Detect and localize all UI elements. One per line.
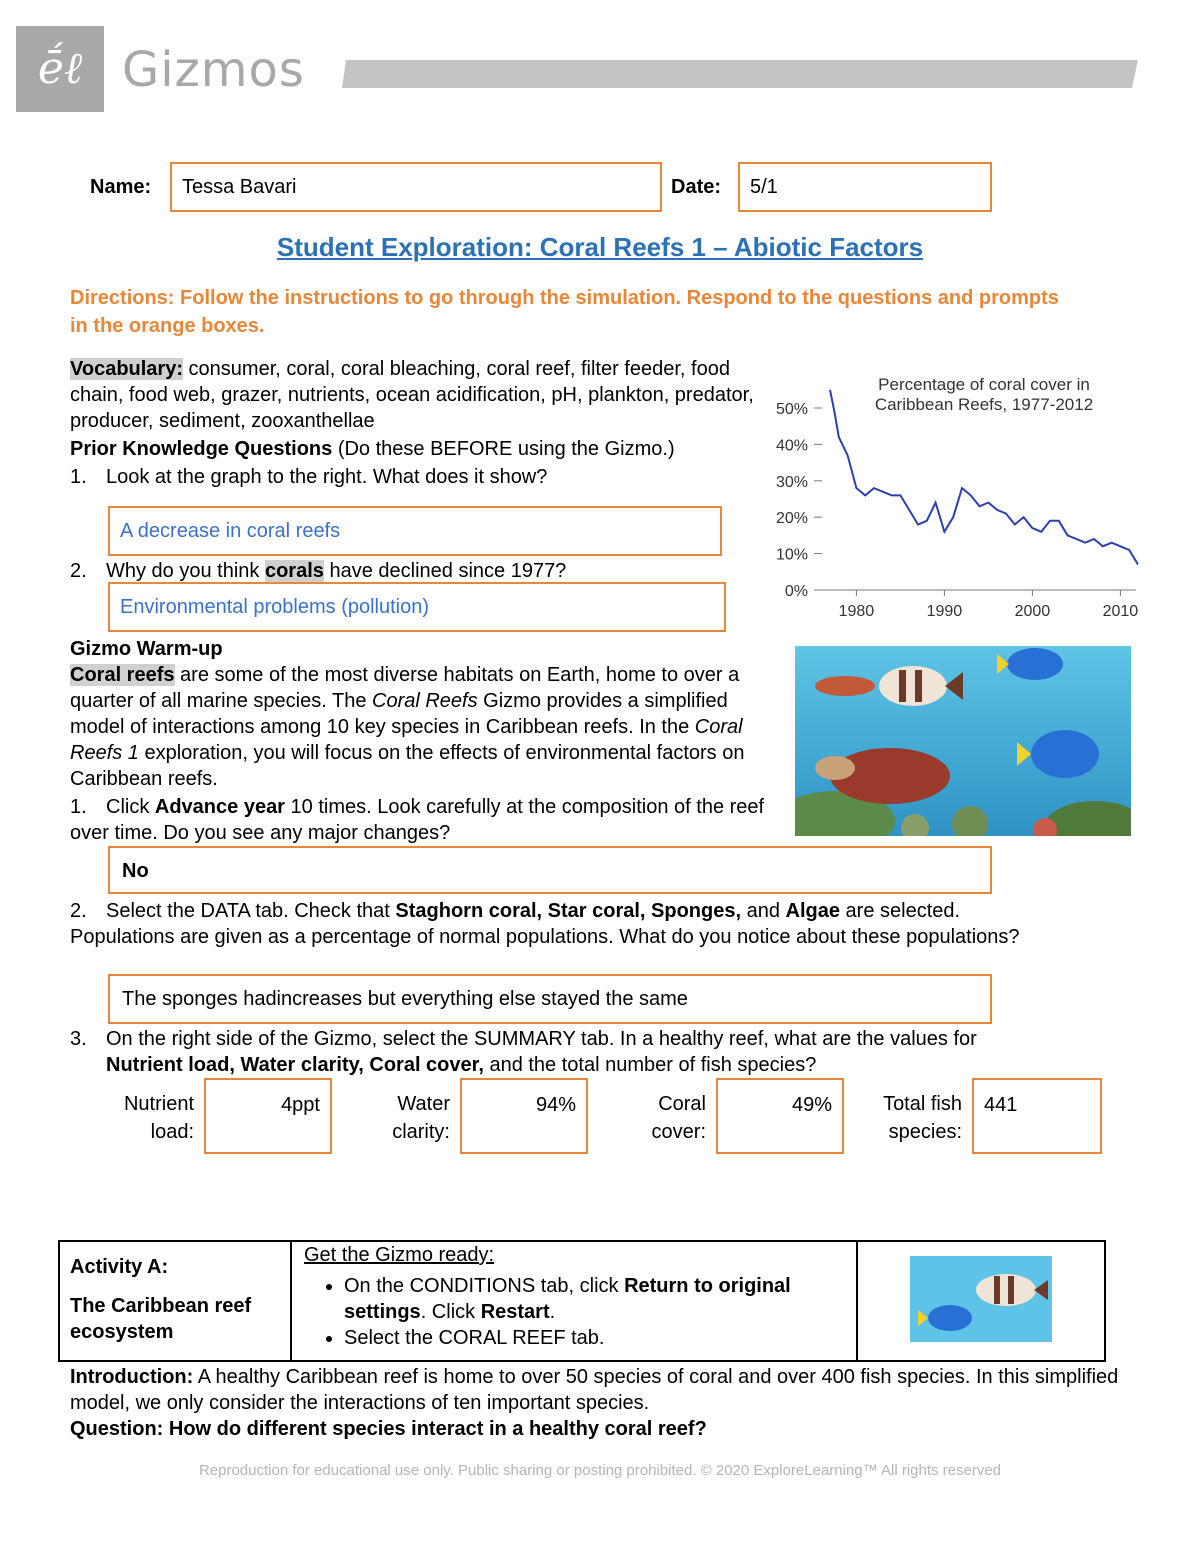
name-value: Tessa Bavari	[182, 176, 297, 198]
warmup-q3-c: and the total number of fish species?	[483, 1054, 817, 1076]
vocabulary-label: Vocabulary:	[70, 358, 183, 380]
water-clarity-field[interactable]	[460, 1078, 588, 1154]
chart-title-line-2: Caribbean Reefs, 1977-2012	[874, 395, 1094, 414]
warmup-paragraph	[70, 662, 782, 792]
activity-title-cell	[59, 1241, 291, 1361]
logo-glyph: ḗℓ	[37, 43, 83, 94]
warmup-answer-1-box[interactable]	[108, 846, 992, 894]
coral-label-1: Coral	[658, 1093, 706, 1115]
intro-question: Question: How do different species interact in a healthy coral reef?	[70, 1418, 707, 1440]
warmup-q2-a: Select the DATA tab. Check that	[106, 900, 396, 922]
warmup-heading-text: Gizmo Warm-up	[70, 638, 223, 660]
chart-y-tick-label: 0%	[784, 583, 808, 600]
coral-label	[614, 1090, 706, 1146]
prior-heading-note: (Do these BEFORE using the Gizmo.)	[332, 438, 675, 460]
fish-label-2: species:	[888, 1121, 962, 1143]
warmup-italic-2: Coral Reefs 1	[70, 716, 743, 764]
grouper-fish	[879, 666, 947, 706]
bullet-1-c: . Click	[420, 1301, 481, 1323]
warmup-q2-d: Algae	[785, 900, 840, 922]
name-field[interactable]	[170, 162, 662, 212]
warmup-text-3: exploration, you will focus on the effects of environmental factors on Caribbean reefs.	[70, 742, 745, 790]
prior-q2-pre: Why do you think	[106, 560, 265, 582]
prior-q1-number: 1.	[70, 466, 87, 488]
nutrient-label	[104, 1090, 194, 1146]
warmup-question-2	[70, 898, 1070, 950]
chart-y-tick-label: 50%	[775, 401, 808, 418]
introduction	[70, 1364, 1120, 1416]
name-label: Name:	[90, 176, 152, 198]
chart-x-tick-label: 1990	[926, 603, 963, 620]
vocabulary	[70, 356, 760, 434]
nutrient-load-field[interactable]	[204, 1078, 332, 1154]
chart-y-tick-label: 30%	[775, 473, 808, 491]
activity-bullet-1	[344, 1273, 844, 1325]
warmup-q1-number: 1.	[70, 796, 87, 818]
prior-q2-post: have declined since 1977?	[323, 560, 567, 582]
page-title: Student Exploration: Coral Reefs 1 – Abiotic Factors	[276, 232, 924, 262]
activity-instructions-cell	[291, 1241, 857, 1361]
fish-species-value: 441	[984, 1094, 1018, 1116]
chart-x-tick-label: 1980	[838, 603, 875, 620]
warmup-q1-c: 10 times. Look carefully at the composition of the reef over time. Do you see any major changes?	[70, 796, 765, 844]
fish-thumbnail	[910, 1256, 1052, 1342]
prior-answer-2-box[interactable]	[108, 582, 726, 632]
fish-label-1: Total fish	[883, 1093, 962, 1115]
angelfish-1	[1007, 648, 1063, 680]
coral-cover-value: 49%	[791, 1094, 832, 1116]
angelfish-2	[1031, 730, 1099, 778]
coral-cover-field[interactable]	[716, 1078, 844, 1154]
warmup-answer-2: The sponges hadincreases but everything else stayed the same	[122, 988, 688, 1010]
coral-cover-chart	[760, 368, 1146, 630]
warmup-answer-2-box[interactable]	[108, 974, 992, 1024]
warmup-highlight: Coral reefs	[70, 664, 175, 686]
warmup-answer-1: No	[122, 860, 149, 882]
warmup-q3-b: Nutrient load, Water clarity, Coral cover,	[106, 1054, 484, 1076]
prior-question-2	[70, 558, 760, 584]
intro-label: Introduction:	[70, 1366, 194, 1388]
chart-series-line	[830, 390, 1138, 565]
warmup-q2-c: and	[741, 900, 786, 922]
nutrient-load-value: 4ppt	[281, 1094, 320, 1116]
bullet-1-b: Return to original settings	[344, 1275, 791, 1323]
activity-subtitle: The Caribbean reef ecosystem	[70, 1295, 252, 1343]
activity-image-cell	[857, 1241, 1105, 1361]
water-label-1: Water	[397, 1093, 450, 1115]
warmup-q2-b: Staghorn coral, Star coral, Sponges,	[395, 900, 742, 922]
nutrient-label-2: load:	[150, 1121, 194, 1143]
coral-label-2: cover:	[651, 1121, 706, 1143]
fish-label	[860, 1090, 962, 1146]
water-clarity-value: 94%	[535, 1094, 576, 1116]
water-label-2: clarity:	[392, 1121, 450, 1143]
vocabulary-text: consumer, coral, coral bleaching, coral reef, filter feeder, food chain, food web, grazer, nutrients, ocean acidification, pH, plankton, predator, producer, sediment, zooxanthellae	[70, 358, 754, 432]
nutrient-label-1: Nutrient	[123, 1093, 194, 1115]
fish-species-field[interactable]	[972, 1078, 1102, 1154]
warmup-q2-number: 2.	[70, 900, 87, 922]
activity-table	[58, 1240, 1106, 1362]
chart-x-tick-label: 2010	[1102, 603, 1139, 620]
warmup-italic-1: Coral Reefs	[372, 690, 478, 712]
activity-bullet-2: • Select the CORAL REEF tab.	[344, 1325, 844, 1351]
footer-copyright: Reproduction for educational use only. Public sharing or posting prohibited. © 2020 ExploreLearning™ All rights reserved	[198, 1462, 1002, 1479]
warmup-q3-a: On the right side of the Gizmo, select the SUMMARY tab. In a healthy reef, what are the values for	[106, 1028, 977, 1050]
water-label	[352, 1090, 450, 1146]
chart-y-tick-label: 20%	[775, 510, 808, 528]
date-value: 5/1	[750, 176, 778, 198]
activity-title: Activity A:	[70, 1256, 169, 1278]
warmup-text-2: Gizmo provides a simplified model of interactions among 10 key species in Caribbean reefs. In the	[70, 690, 728, 738]
bullet-1-a: On the CONDITIONS tab, click	[344, 1275, 625, 1297]
chart-x-tick-label: 2000	[1014, 603, 1051, 620]
chart-y-tick-label: 10%	[775, 546, 808, 564]
prior-heading	[70, 436, 760, 462]
warmup-question-3	[70, 1026, 1120, 1078]
chart-y-tick-label: 40%	[775, 437, 808, 455]
intro-text: A healthy Caribbean reef is home to over 50 species of coral and over 400 fish species. In this simplified model, we only consider the interactions of ten important species.	[70, 1366, 1119, 1414]
header-bar	[342, 60, 1138, 88]
warmup-text-1: are some of the most diverse habitats on Earth, home to over a quarter of all marine species. The	[70, 664, 740, 712]
prior-answer-2: Environmental problems (pollution)	[120, 596, 430, 618]
bullet-1-e: .	[549, 1301, 556, 1323]
prior-heading-label: Prior Knowledge Questions	[70, 438, 333, 460]
warmup-q3-number: 3.	[70, 1028, 87, 1050]
bullet-1-d: Restart	[480, 1301, 550, 1323]
warmup-q2-e: are selected. Populations are given as a percentage of normal populations. What do you notice about these populations?	[70, 900, 1020, 948]
brand-name: Gizmos	[122, 42, 305, 98]
prior-q2-highlight: corals	[264, 560, 324, 582]
directions: Directions: Follow the instructions to go through the simulation. Respond to the questions and prompts in the orange boxes.	[70, 287, 1059, 337]
warmup-q1-b: Advance year	[154, 796, 285, 818]
prior-q2-number: 2.	[70, 560, 87, 582]
warmup-heading	[70, 636, 790, 662]
warmup-question-1	[70, 794, 790, 846]
coral-reef-illustration	[795, 646, 1131, 836]
date-field[interactable]	[738, 162, 992, 212]
prior-q1-text: Look at the graph to the right. What does it show?	[106, 466, 548, 488]
warmup-q1-a: Click	[106, 796, 155, 818]
logo	[16, 26, 104, 112]
gizmo-ready-heading: Get the Gizmo ready:	[304, 1244, 495, 1266]
prior-question-1	[70, 464, 760, 490]
chart-title-line-1: Percentage of coral cover in	[878, 375, 1090, 394]
prior-answer-1-box[interactable]	[108, 506, 722, 556]
prior-answer-1: A decrease in coral reefs	[120, 520, 341, 542]
date-label: Date:	[671, 176, 722, 198]
